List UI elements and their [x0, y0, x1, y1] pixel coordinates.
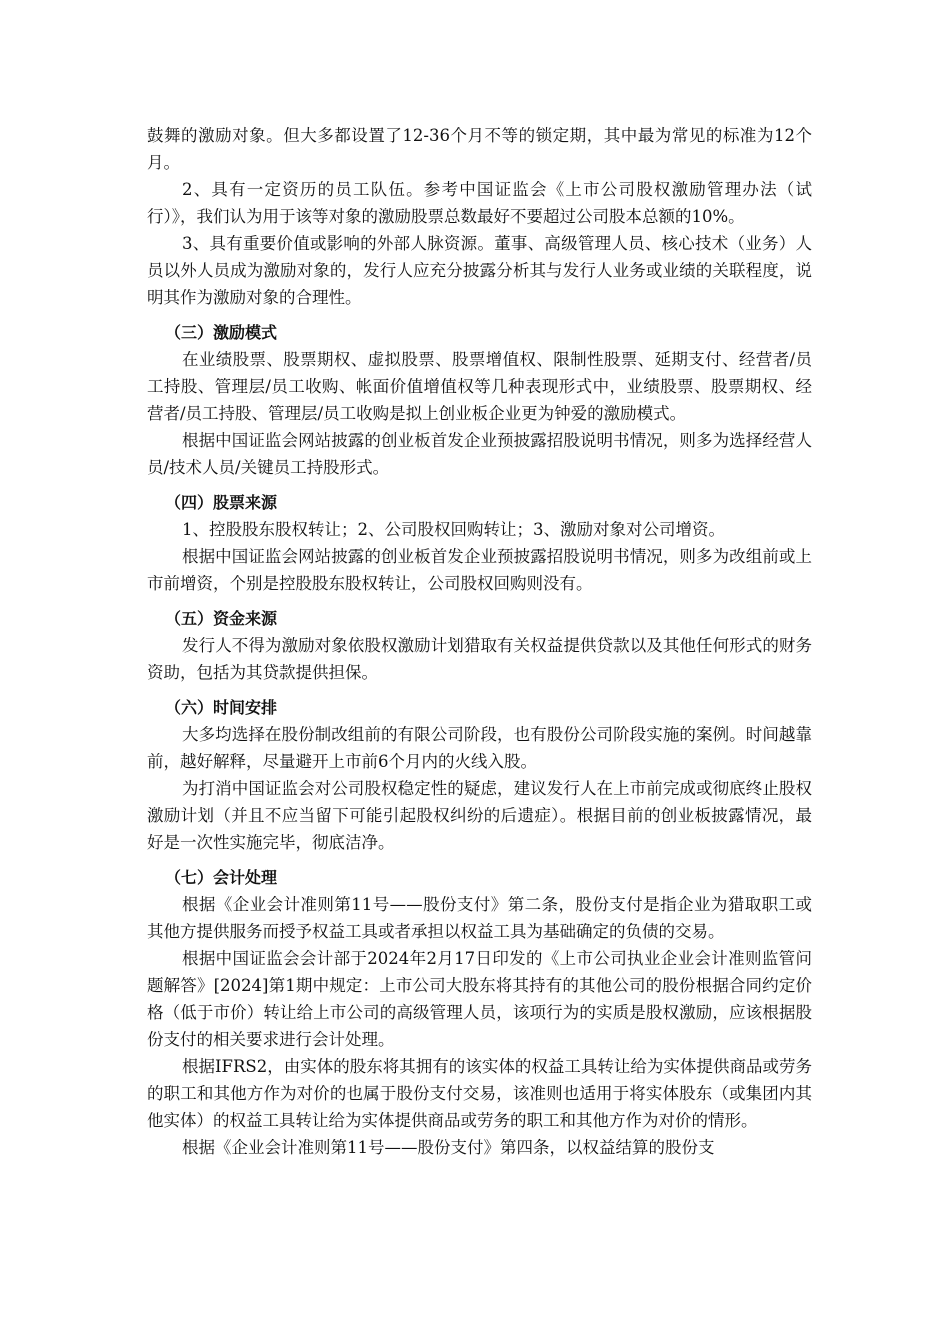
paragraph-6: 1、控股股东股权转让；2、公司股权回购转让；3、激励对象对公司增资。: [182, 520, 725, 539]
paragraph-5: 根据中国证监会网站披露的创业板首发企业预披露招股说明书情况，则多为选择经营人员/技术人员/关键员工持股形式。: [147, 431, 812, 477]
section-heading-7: （七）会计处理: [165, 868, 278, 887]
paragraph-3: 3、具有重要价值或影响的外部人脉资源。董事、高级管理人员、核心技术（业务）人员以外人员成为激励对象的，发行人应充分披露分析其与发行人业务或业绩的关联程度，说明其作为激励对象的合理性。: [147, 234, 812, 307]
paragraph-11: 根据《企业会计准则第11号——股份支付》第二条，股份支付是指企业为猎取职工或其他方提供服务而授予权益工具或者承担以权益工具为基础确定的负债的交易。: [147, 895, 812, 941]
section-heading-6: （六）时间安排: [165, 698, 278, 717]
paragraph-10: 为打消中国证监会对公司股权稳定性的疑虑，建议发行人在上市前完成或彻底终止股权激励计划（并且不应当留下可能引起股权纠纷的后遗症）。根据目前的创业板披露情况，最好是一次性实施完毕，彻底洁净。: [147, 779, 812, 852]
paragraph-2: 2、具有一定资历的员工队伍。参考中国证监会《上市公司股权激励管理办法（试行）》，我们认为用于该等对象的激励股票总数最好不要超过公司股本总额的10%。: [147, 180, 812, 226]
paragraph-7: 根据中国证监会网站披露的创业板首发企业预披露招股说明书情况，则多为改组前或上市前增资，个别是控股股东股权转让，公司股权回购则没有。: [147, 547, 812, 593]
paragraph-8: 发行人不得为激励对象依股权激励计划猎取有关权益提供贷款以及其他任何形式的财务资助，包括为其贷款提供担保。: [147, 636, 812, 682]
section-heading-3: （三）激励模式: [165, 323, 278, 342]
paragraph-13: 根据IFRS2，由实体的股东将其拥有的该实体的权益工具转让给为实体提供商品或劳务的职工和其他方作为对价的也属于股份支付交易，该准则也适用于将实体股东（或集团内其他实体）的权益工具转让给为实体提供商品或劳务的职工和其他方作为对价的情形。: [147, 1057, 812, 1130]
section-heading-5: （五）资金来源: [165, 609, 278, 628]
paragraph-9: 大多均选择在股份制改组前的有限公司阶段，也有股份公司阶段实施的案例。时间越靠前，越好解释，尽量避开上市前6个月内的火线入股。: [147, 725, 812, 771]
document-page: [147, 122, 812, 1161]
paragraph-4: 在业绩股票、股票期权、虚拟股票、股票增值权、限制性股票、延期支付、经营者/员工持股、管理层/员工收购、帐面价值增值权等几种表现形式中，业绩股票、股票期权、经营者/员工持股、管理层/员工收购是拟上创业板企业更为钟爱的激励模式。: [147, 350, 812, 423]
paragraph-12: 根据中国证监会会计部于2024年2月17日印发的《上市公司执业企业会计准则监管问题解答》[2024]第1期中规定：上市公司大股东将其持有的其他公司的股份根据合同约定价格（低于市价）转让给上市公司的高级管理人员，该项行为的实质是股权激励，应该根据股份支付的相关要求进行会计处理。: [147, 949, 812, 1049]
paragraph-14: 根据《企业会计准则第11号——股份支付》第四条，以权益结算的股份支: [182, 1138, 715, 1157]
paragraph-1: 鼓舞的激励对象。但大多都设置了12-36个月不等的锁定期，其中最为常见的标准为12个月。: [147, 126, 812, 172]
section-heading-4: （四）股票来源: [165, 493, 278, 512]
